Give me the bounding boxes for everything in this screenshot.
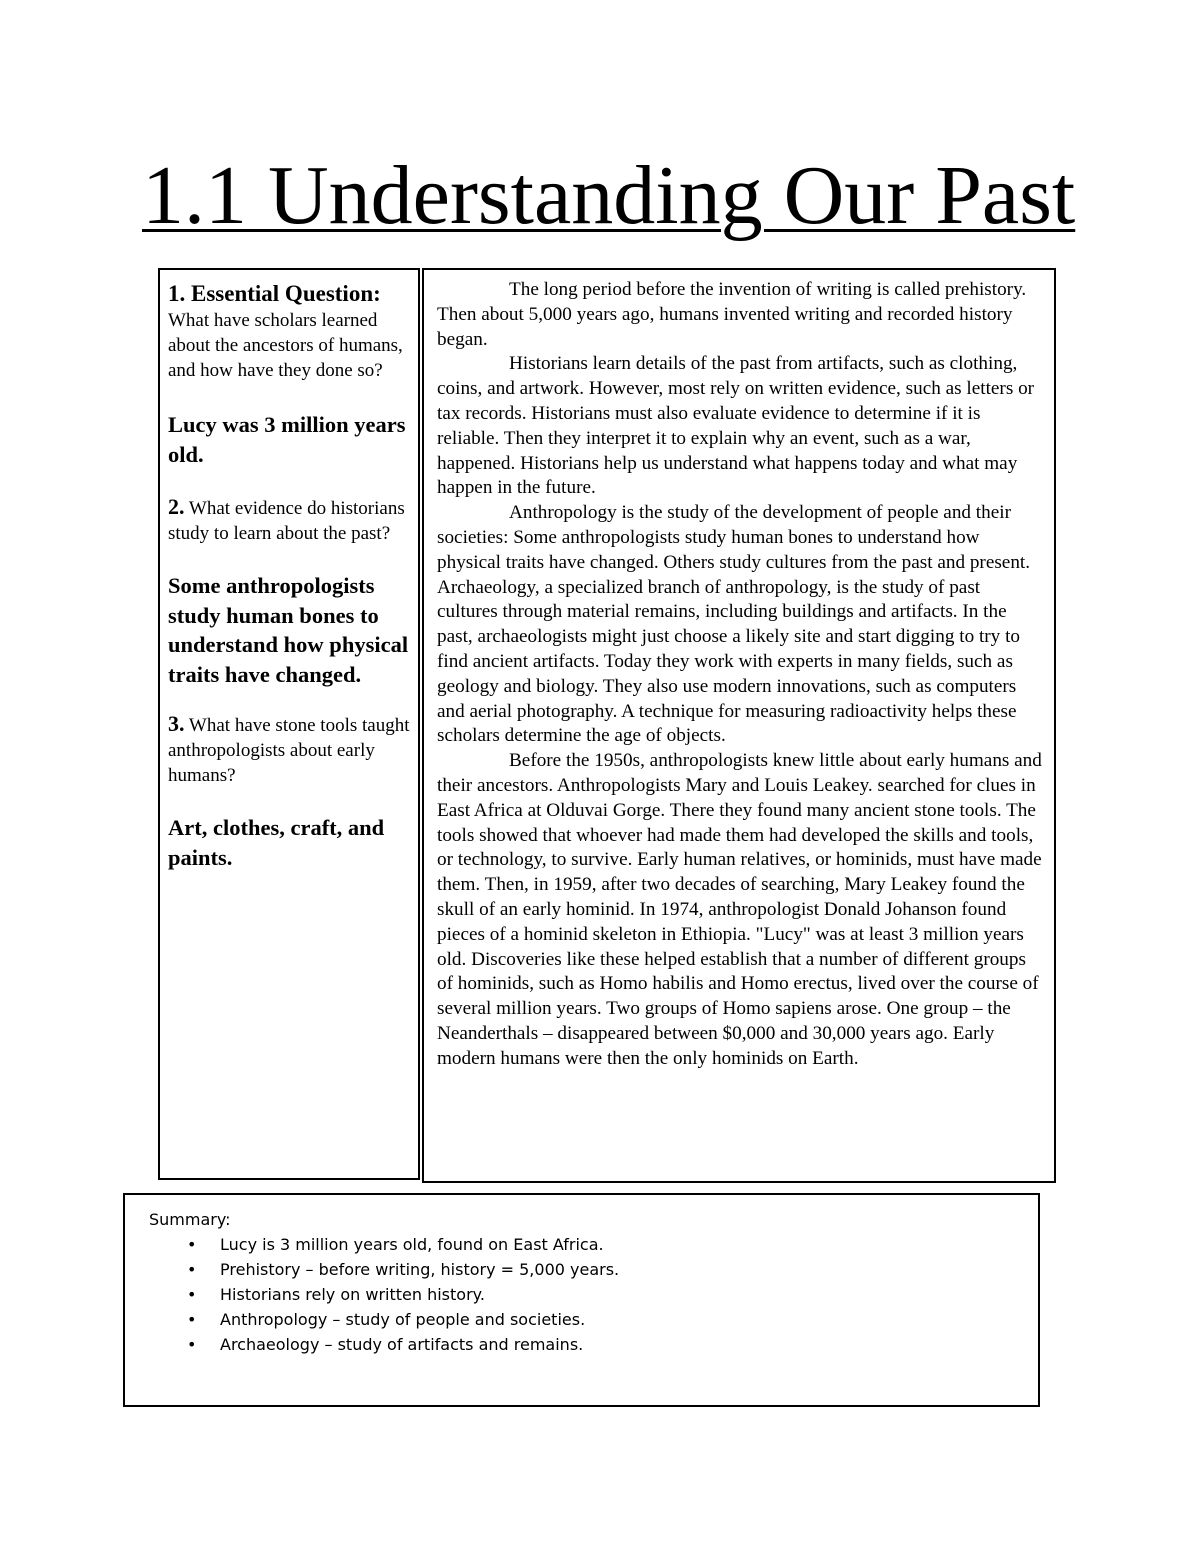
summary-item [187,1307,1038,1332]
summary-item [187,1332,1038,1357]
question-1-number: 1. [168,281,186,306]
answer-3: Art, clothes, craft, and paints. [168,815,385,870]
question-3-text: What have stone tools taught anthropologists about early humans? [168,715,410,786]
summary-item-text: Lucy is 3 million years old, found on East Africa. [220,1235,604,1254]
question-3-number: 3. [168,711,185,736]
summary-list [149,1232,1038,1357]
question-2-text: What evidence do historians study to learn about the past? [168,498,405,544]
notes-column [422,268,1056,1183]
question-3 [168,711,418,788]
notes-paragraph-4: Before the 1950s, anthropologists knew little about early humans and their ancestors. Anthropologists Mary and Louis Leakey. searched for clues in East Africa at Olduvai Gorge. There they found many ancient stone tools. The tools showed that whoever had made them had developed the skills and tools, or technology, to survive. Early human relatives, or hominids, must have made them. Then, in 1959, after two decades of searching, Mary Leakey found the skull of an early hominid. In 1974, anthropologist Donald Johanson found pieces of a hominid skeleton in Ethiopia. "Lucy" was at least 3 million years old. Discoveries like these helped establish that a number of different groups of hominids, such as Homo habilis and Homo erectus, lived over the course of several million years. Two groups of Homo sapiens arose. One group – the Neanderthals – disappeared between $0,000 and 30,000 years ago. Early modern humans were then the only hominids on Earth. [437,750,1042,1069]
bullet-icon: • [187,1260,197,1279]
summary-item-text: Archaeology – study of artifacts and remains. [220,1335,584,1354]
bullet-icon: • [187,1235,197,1254]
answer-1: Lucy was 3 million years old. [168,412,406,467]
notes-paragraph-2: Historians learn details of the past from artifacts, such as clothing, coins, and artwork. However, most rely on written evidence, such as letters or tax records. Historians must also evaluate evidence to determine if it is reliable. Then they interpret it to explain why an event, such as a war, happened. Historians help us understand what happens today and what may happen in the future. [437,353,1035,499]
bullet-icon: • [187,1335,197,1354]
answer-2: Some anthropologists study human bones to understand how physical traits have changed. [168,573,409,687]
question-1-text: What have scholars learned about the ancestors of humans, and how have they done so? [168,310,403,381]
question-2-number: 2. [168,494,185,519]
summary-label: Summary: [149,1210,231,1229]
summary-item-text: Prehistory – before writing, history = 5,000 years. [220,1260,620,1279]
questions-column [158,268,420,1180]
question-1-heading: Essential Question: [191,281,381,306]
summary-item [187,1282,1038,1307]
summary-item [187,1232,1038,1257]
summary-item [187,1257,1038,1282]
notes-paragraph-1: The long period before the invention of writing is called prehistory. Then about 5,000 years ago, humans invented writing and recorded history began. [437,279,1027,350]
page-title: 1.1 Understanding Our Past [142,149,1076,242]
summary-item-text: Historians rely on written history. [220,1285,485,1304]
essential-question-heading [168,280,418,308]
summary-item-text: Anthropology – study of people and societies. [220,1310,586,1329]
notes-paragraph-3: Anthropology is the study of the development of people and their societies: Some anthropologists study human bones to understand how physical traits have changed. Others study cultures from the past and present. Archaeology, a specialized branch of anthropology, is the study of past cultures through material remains, including buildings and artifacts. In the past, archaeologists might just choose a likely site and start digging to try to find ancient artifacts. Today they work with experts in many fields, such as geology and biology. They also use modern innovations, such as computers and aerial photography. A technique for measuring radioactivity helps these scholars determine the age of objects. [437,502,1031,747]
bullet-icon: • [187,1285,197,1304]
bullet-icon: • [187,1310,197,1329]
summary-box [123,1193,1040,1407]
question-2 [168,494,418,546]
